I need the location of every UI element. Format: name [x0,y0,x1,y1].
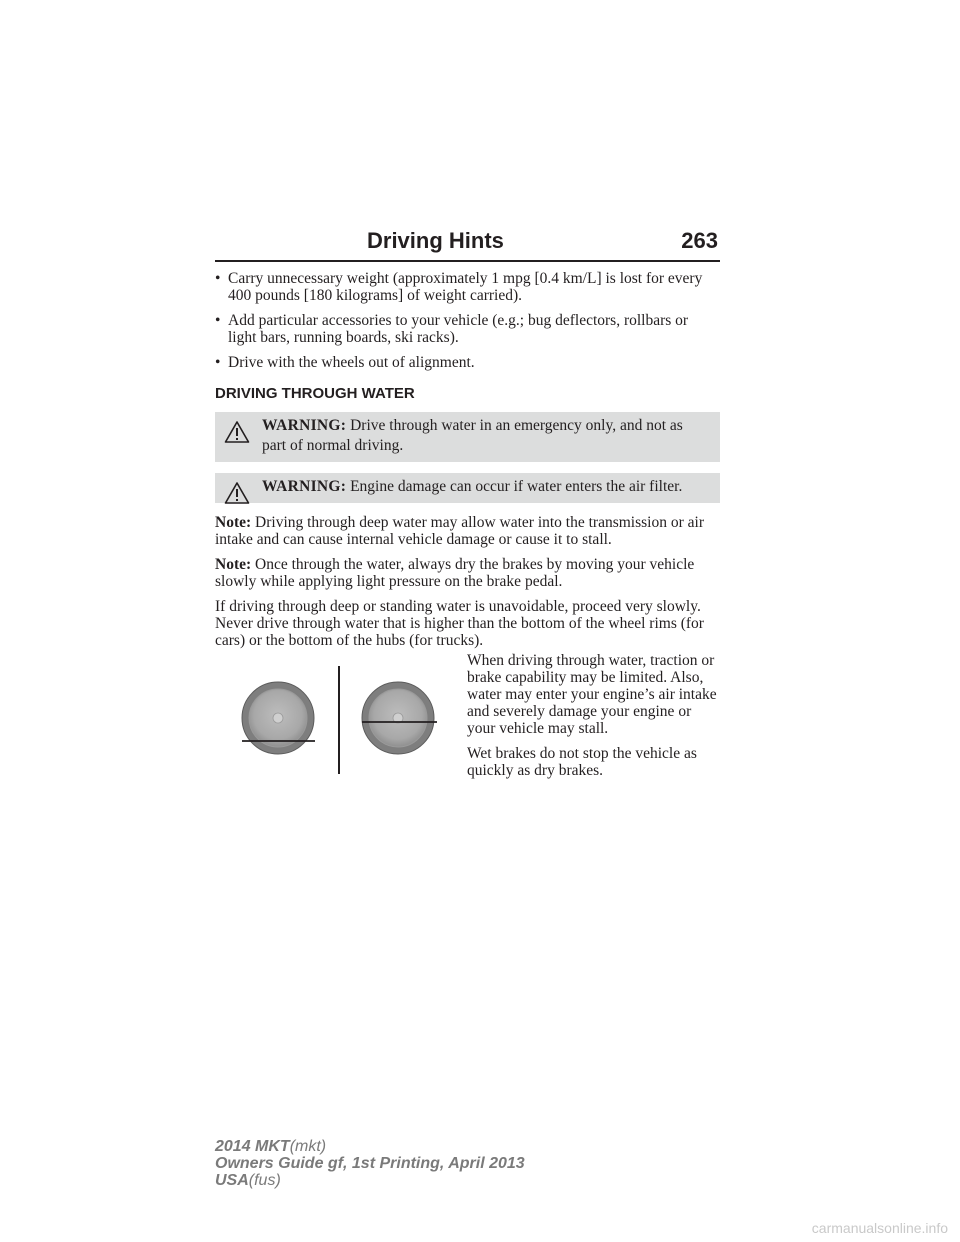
watermark: carmanualsonline.info [811,1220,948,1236]
warning-label: WARNING: [262,417,347,434]
note [215,556,720,590]
bullet-dot: • [215,354,221,371]
bullet-text: Drive with the wheels out of alignment. [228,354,475,371]
bullet-item [215,354,720,371]
note-label: Note: [215,556,252,573]
bullet-text: Carry unnecessary weight (approximately 1 mpg [0.4 km/L] is lost for every 400 pounds [180 kilograms] of weight carried). [228,270,703,304]
page-title: Driving Hints [367,228,504,253]
section-heading: DRIVING THROUGH WATER [215,385,415,402]
footer-region: USA [215,1172,249,1189]
warning-triangle-icon [224,420,250,444]
note-text: Once through the water, always dry the brakes by moving your vehicle slowly while applying light pressure on the brake pedal. [215,556,695,590]
footer-line [215,1138,525,1155]
note-label: Note: [215,514,252,531]
bullet-text: Add particular accessories to your vehicle (e.g.; bug deflectors, rollbars or light bars, running boards, ski racks). [228,312,689,346]
footer-model: 2014 MKT [215,1138,290,1155]
footer-guide: Owners Guide gf, 1st Printing, April 2013 [215,1155,525,1172]
footer-region-code: (fus) [248,1172,281,1189]
footer-line [215,1172,525,1189]
bullet-item [215,270,720,304]
page-content [215,270,720,802]
note [215,514,720,548]
bullet-dot: • [215,312,221,329]
truck-wheel-icon [362,682,437,754]
warning-box [215,412,720,462]
figure-side-text [467,652,720,787]
bullet-item [215,312,720,346]
warning-triangle-icon [224,481,250,505]
page-footer [215,1138,525,1189]
car-wheel-icon [242,682,315,754]
warning-text: Drive through water in an emergency only, and not as part of normal driving. [262,417,683,454]
footer-line [215,1155,525,1172]
footer-model-code: (mkt) [289,1138,327,1155]
page-header [215,226,720,266]
side-paragraph: Wet brakes do not stop the vehicle as quickly as dry brakes. [467,745,697,779]
side-paragraph: When driving through water, traction or brake capability may be limited. Also, water may enter your engine’s air intake and severely damage your engine or your vehicle may stall. [467,652,717,737]
warning-text: Engine damage can occur if water enters the air filter. [350,478,683,495]
bullet-dot: • [215,270,221,287]
warning-label: WARNING: [262,478,347,495]
page-number: 263 [681,228,718,253]
figure-block [215,652,720,802]
header-rule [215,260,720,262]
note-text: Driving through deep water may allow water into the transmission or air intake and can cause internal vehicle damage or cause it to stall. [215,514,704,548]
warning-box [215,473,720,503]
body-paragraph: If driving through deep or standing water is unavoidable, proceed very slowly. Never drive through water that is higher than the bottom of the wheel rims (for cars) or the bottom of the hubs (for trucks). [215,598,704,649]
wheel-water-level-illustration [233,660,458,785]
